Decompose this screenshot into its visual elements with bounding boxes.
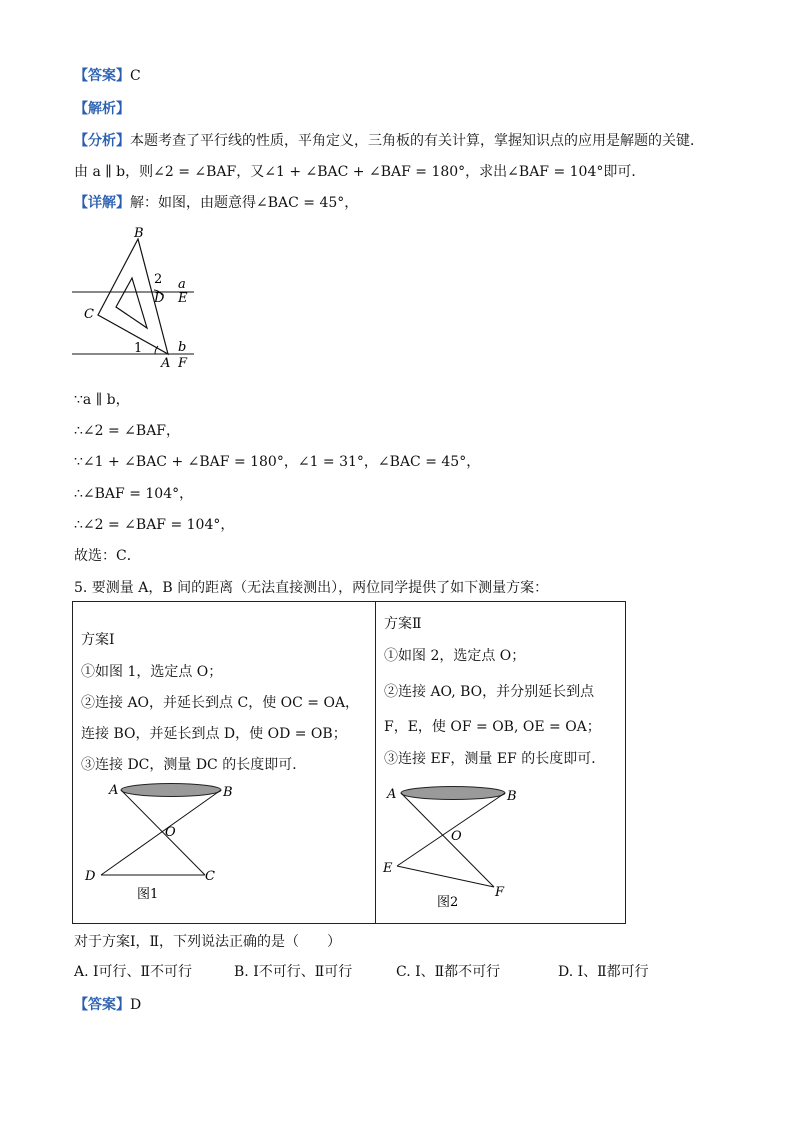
label-b: b	[178, 340, 187, 355]
step-4: ∴∠BAF = 104°，	[74, 486, 194, 502]
question-5-stem: 5. 要测量 A，B 间的距离（无法直接测出），两位同学提供了如下测量方案：	[74, 580, 549, 596]
label-E: E	[178, 291, 188, 306]
label-a: a	[178, 277, 186, 292]
option-d: D. Ⅰ、Ⅱ都可行	[558, 964, 649, 980]
fig2-label-E: E	[383, 861, 393, 876]
label-B: B	[134, 226, 144, 241]
segment-AC	[121, 790, 205, 875]
detail-text: 解：如图，由题意得∠BAC = 45°，	[130, 195, 359, 211]
fig1-label-D: D	[85, 869, 96, 884]
step-1: ∵a ∥ b，	[74, 392, 130, 408]
fig1-caption: 图1	[137, 887, 159, 902]
pond-ellipse	[121, 784, 221, 797]
fig1-label-C: C	[205, 869, 215, 884]
option-b: B. Ⅰ不可行、Ⅱ可行	[234, 964, 353, 980]
answer-value: C	[130, 68, 141, 84]
label-F: F	[178, 356, 188, 371]
fig2-caption: 图2	[437, 895, 459, 910]
answer-q5-value: D	[130, 997, 142, 1013]
fenxi-tag: 【分析】	[74, 133, 130, 149]
plan2-line-2: ②连接 AO, BO，并分别延长到点	[384, 684, 595, 700]
answer-line	[74, 66, 141, 86]
plan2-line-4: ③连接 EF，测量 EF 的长度即可．	[384, 751, 606, 767]
label-1: 1	[134, 341, 143, 356]
figure-2-diagram	[381, 780, 531, 912]
fig1-label-O: O	[165, 825, 176, 840]
analysis-tag: 【解析】	[74, 101, 130, 117]
detail-tag: 【详解】	[74, 195, 130, 211]
fig2-label-O: O	[451, 829, 462, 844]
plan2-line-3: F，E，使 OF = OB, OE = OA；	[384, 719, 601, 735]
options-row	[74, 962, 694, 982]
table-divider	[375, 602, 376, 923]
pond-ellipse-2	[401, 787, 505, 800]
option-c: C. Ⅰ、Ⅱ都不可行	[396, 964, 501, 980]
plan2-line-1: ①如图 2，选定点 O；	[384, 648, 526, 664]
fenxi-line	[74, 131, 704, 151]
step-3: ∵∠1 + ∠BAC + ∠BAF = 180°，∠1 = 31°，∠BAC = 45°，	[74, 454, 481, 470]
step-6: 故选：C．	[74, 548, 141, 564]
segment-EF	[397, 866, 494, 887]
plan1-line-2: ②连接 AO，并延长到点 C，使 OC = OA，	[81, 695, 360, 711]
plan2-title: 方案Ⅱ	[384, 616, 422, 632]
plan1-title: 方案Ⅰ	[81, 632, 115, 648]
plan1-line-4: ③连接 DC，测量 DC 的长度即可．	[81, 757, 307, 773]
label-2: 2	[154, 272, 163, 287]
label-D: D	[154, 291, 165, 306]
plan1-line-1: ①如图 1，选定点 O；	[81, 664, 223, 680]
segment-AF	[401, 793, 494, 887]
answer-tag: 【答案】	[74, 68, 130, 84]
answer-q5-line	[74, 995, 141, 1015]
analysis-line2: 由 a ∥ b，则∠2 = ∠BAF，又∠1 + ∠BAC + ∠BAF = 180°，求出∠BAF = 104°即可．	[74, 164, 646, 180]
step-2: ∴∠2 = ∠BAF，	[74, 423, 181, 439]
detail-line	[74, 193, 358, 213]
label-A: A	[161, 356, 171, 371]
label-C: C	[84, 307, 94, 322]
fig1-label-B: B	[223, 785, 233, 800]
option-a: A. Ⅰ可行、Ⅱ不可行	[74, 964, 193, 980]
fig2-label-A: A	[387, 787, 397, 802]
fig1-label-A: A	[109, 783, 119, 798]
plans-table	[72, 601, 626, 924]
plan1-line-3: 连接 BO，并延长到点 D，使 OD = OB；	[81, 726, 347, 742]
question-5-ask: 对于方案Ⅰ，Ⅱ，下列说法正确的是（ ）	[74, 934, 342, 950]
inner-triangle	[116, 278, 147, 328]
fig2-label-F: F	[495, 885, 505, 900]
segment-BD	[101, 790, 221, 875]
step-5: ∴∠2 = ∠BAF = 104°，	[74, 517, 235, 533]
analysis-heading	[74, 99, 130, 119]
fenxi-text: 本题考查了平行线的性质，平角定义，三角板的有关计算，掌握知识点的应用是解题的关键．	[130, 133, 704, 149]
figure-1-diagram	[79, 780, 233, 908]
answer-q5-tag: 【答案】	[74, 997, 130, 1013]
parallel-lines-triangle-figure	[68, 223, 198, 373]
fig2-label-B: B	[507, 789, 517, 804]
